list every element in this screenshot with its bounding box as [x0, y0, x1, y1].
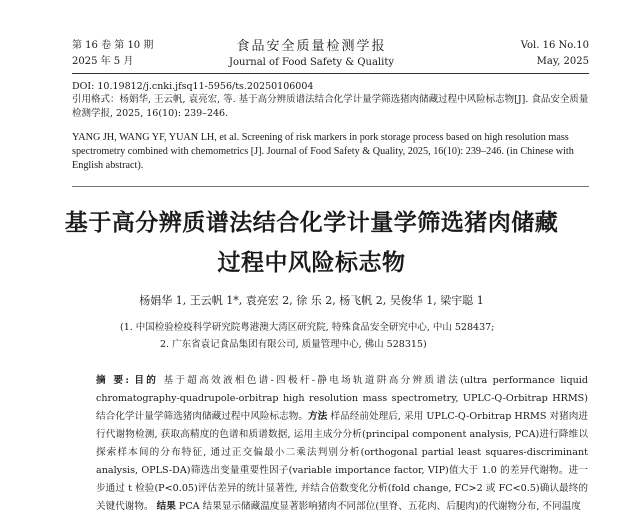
affiliation-2: 2. 广东省袁记食品集团有限公司, 质量管理中心, 佛山 528315)	[160, 339, 427, 350]
date-en: May, 2025	[536, 56, 589, 67]
result-label: 结果	[156, 501, 176, 512]
doi: DOI: 10.19812/j.cnki.jfsq11-5956/ts.20250106004	[72, 81, 314, 92]
author-list: 杨娟华 1, 王云帆 1*, 袁亮宏 2, 徐 乐 2, 杨飞帆 2, 吴俊华 1, 梁宇聪 1	[139, 294, 484, 307]
method-text: 样品经前处理后, 采用 UPLC-Q-Orbitrap HRMS 对猪肉进行代谢物检测, 获取高精度的色谱和质谱数据, 运用主成分分析(principal component analysis, PCA)进行降维以探索样本间的分布特征, 通过正交偏最小二乘法判别分析(orthogonal partial least squares-discriminant analysis, OPLS-DA)筛选出变量重要性因子(variable importance factor, VIP)值大于 1.0 的差异代谢物。进一步通过 t 检验(P<0.05)评估差异的统计显著性, 并结合倍数变化分析(fold change, FC>2 或 FC<0.5)确认最终的关键代谢物。	[96, 411, 589, 512]
abstract	[96, 372, 588, 516]
date-cn: 2025 年 5 月	[72, 56, 134, 67]
result-text: PCA 结果显示储藏温度显著影响猪肉不同部位(里脊、五花肉、后腿肉)的代谢物分布, 不同温度	[178, 501, 581, 512]
objective-label: 目的	[134, 375, 159, 386]
volume-issue-cn: 第 16 卷 第 10 期	[72, 40, 154, 51]
objective-text: 基于超高效液相色谱-四极杆-静电场轨道阱高分辨质谱法(ultra performance liquid chromatography-quadrupole-orbitrap high resolution mass spectrometry, UPLC-Q-Orbitrap HRMS)结合化学计量学筛选猪肉储藏过程中风险标志物。	[96, 375, 588, 422]
journal-title-en: Journal of Food Safety & Quality	[229, 57, 394, 68]
journal-issue-right	[521, 38, 589, 70]
abstract-label: 摘 要:	[96, 375, 129, 386]
method-label: 方法	[308, 411, 328, 422]
title-line-2: 过程中风险标志物	[217, 249, 406, 276]
header-rule	[72, 73, 589, 74]
article-title	[0, 203, 623, 283]
volume-issue-en: Vol. 16 No.10	[520, 40, 589, 51]
citation-en: YANG JH, WANG YF, YUAN LH, et al. Screening of risk markers in pork storage process based on high resolution mass spectrometry combined with chemometrics [J]. Journal of Food Safety & Quality, 2025, 16(10): 239–246. (in Chinese with English abstract).	[72, 132, 574, 171]
citation-cn: 引用格式：杨娟华, 王云帆, 袁亮宏, 等. 基于高分辨质谱法结合化学计量学筛选猪肉储藏过程中风险标志物[J]. 食品安全质量检测学报, 2025, 16(10): 239–246.	[72, 94, 589, 119]
journal-title-cn: 食品安全质量检测学报	[236, 39, 387, 54]
title-line-1: 基于高分辨质谱法结合化学计量学筛选猪肉储藏	[64, 209, 559, 236]
citation-rule	[72, 186, 589, 187]
affiliation-1: (1. 中国检验检疫科学研究院粤港澳大湾区研究院, 特殊食品安全研究中心, 中山 528437;	[120, 322, 495, 333]
